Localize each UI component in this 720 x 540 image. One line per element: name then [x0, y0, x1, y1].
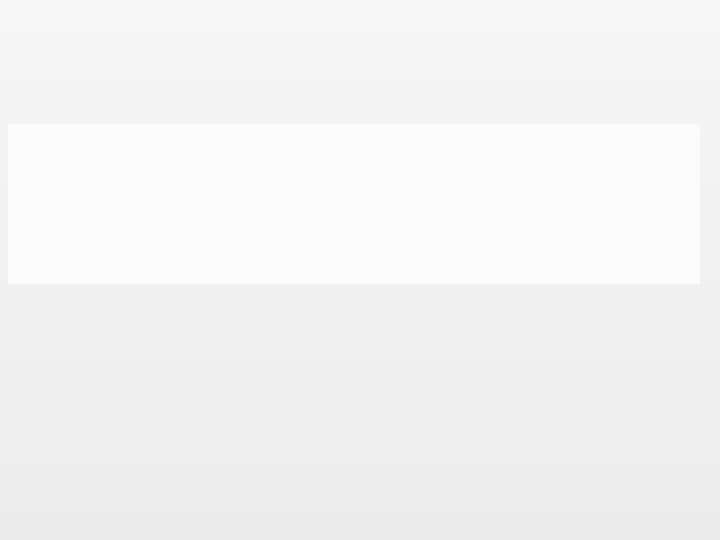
top-table: [8, 124, 700, 284]
